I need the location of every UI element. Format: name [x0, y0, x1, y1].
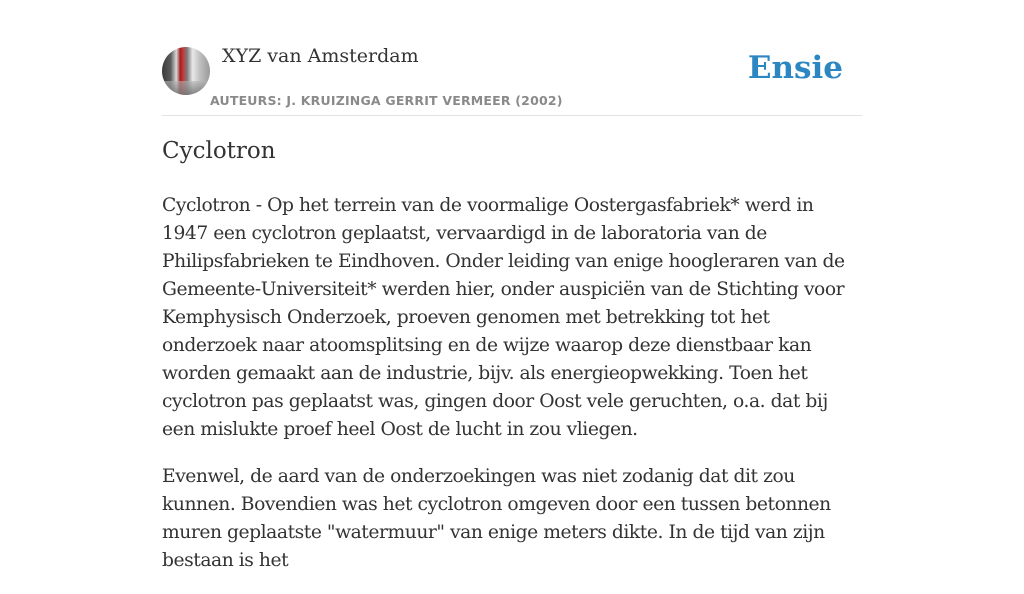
brand-logo[interactable]: Ensie — [747, 50, 843, 86]
article-paragraph: Cyclotron - Op het terrein van de voormalige Oostergasfabriek* werd in 1947 een cyclotron geplaatst, vervaardigd in de laboratoria van de Philipsfabrieken te Eindhoven. Onder leiding van enige hoogleraren van de Gemeente-Universiteit* werden hier, onder auspiciën van de Stichting voor Kemphysisch Onderzoek, proeven genomen met betrekking tot het onderzoek naar atoomsplitsing en de wijze waarop deze dienstbaar kan worden gemaakt aan de industrie, bijv. als energieopwekking. Toen het cyclotron pas geplaatst was, gingen door Oost vele geruchten, o.a. dat bij een mislukte proef heel Oost de lucht in zou vliegen. — [162, 195, 845, 440]
article-title: Cyclotron — [162, 138, 276, 164]
header-divider — [162, 115, 862, 116]
article-body — [162, 192, 862, 594]
authors-line: AUTEURS: J. KRUIZINGA GERRIT VERMEER (2002) — [210, 93, 563, 108]
collection-avatar[interactable] — [162, 47, 210, 95]
collection-title[interactable]: XYZ van Amsterdam — [222, 45, 419, 67]
article-paragraph: Evenwel, de aard van de onderzoekingen was niet zodanig dat dit zou kunnen. Bovendien was het cyclotron omgeven door een tussen betonnen muren geplaatste "watermuur" van enige meters dikte. In de tijd van zijn bestaan is het — [162, 466, 831, 571]
